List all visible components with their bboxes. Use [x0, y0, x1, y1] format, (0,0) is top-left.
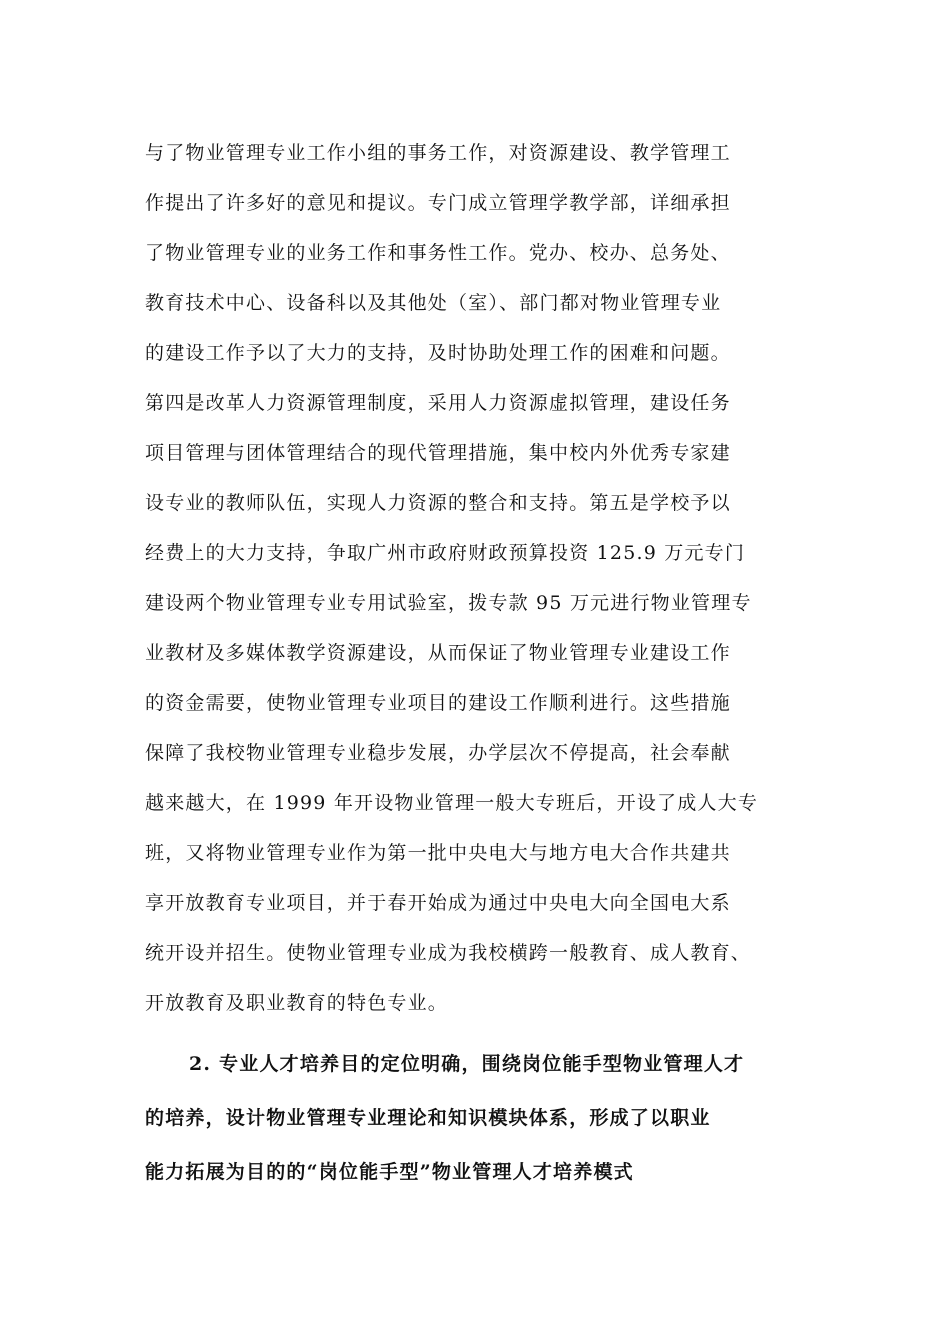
paragraph-line: 教育技术中心、设备科以及其他处（室）、部门都对物业管理专业	[145, 292, 722, 314]
paragraph-line: 经费上的大力支持，争取广州市政府财政预算投资 125.9 万元专门	[145, 542, 746, 564]
heading-line: 2. 专业人才培养目的定位明确，围绕岗位能手型物业管理人才	[189, 1053, 745, 1075]
paragraph-line: 业教材及多媒体教学资源建设，从而保证了物业管理专业建设工作	[145, 642, 731, 664]
paragraph-line: 的资金需要，使物业管理专业项目的建设工作顺利进行。这些措施	[145, 692, 731, 714]
paragraph-line: 了物业管理专业的业务工作和事务性工作。党办、校办、总务处、	[145, 242, 731, 264]
paragraph-line: 保障了我校物业管理专业稳步发展，办学层次不停提高，社会奉献	[145, 742, 731, 764]
paragraph-line: 开放教育及职业教育的特色专业。	[145, 992, 449, 1014]
paragraph-line: 建设两个物业管理专业专用试验室，拨专款 95 万元进行物业管理专	[145, 592, 752, 614]
heading-line: 能力拓展为目的的“岗位能手型”物业管理人才培养模式	[145, 1161, 634, 1183]
paragraph-line: 项目管理与团体管理结合的现代管理措施，集中校内外优秀专家建	[145, 442, 731, 464]
paragraph-line: 越来越大，在 1999 年开设物业管理一般大专班后，开设了成人大专	[145, 792, 759, 814]
paragraph-line: 设专业的教师队伍，实现人力资源的整合和支持。第五是学校予以	[145, 492, 731, 514]
paragraph-line: 与了物业管理专业工作小组的事务工作，对资源建设、教学管理工	[145, 142, 731, 164]
paragraph-line: 的建设工作予以了大力的支持，及时协助处理工作的困难和问题。	[145, 342, 731, 364]
section-heading	[145, 1037, 835, 1199]
paragraph-line: 班，又将物业管理专业作为第一批中央电大与地方电大合作共建共	[145, 842, 731, 864]
paragraph-line: 统开设并招生。使物业管理专业成为我校横跨一般教育、成人教育、	[145, 942, 752, 964]
paragraph-line: 作提出了许多好的意见和提议。专门成立管理学教学部，详细承担	[145, 192, 731, 214]
body-paragraph	[145, 128, 835, 1028]
heading-line: 的培养，设计物业管理专业理论和知识模块体系，形成了以职业	[145, 1107, 711, 1129]
paragraph-line: 第四是改革人力资源管理制度，采用人力资源虚拟管理，建设任务	[145, 392, 731, 414]
paragraph-line: 享开放教育专业项目，并于春开始成为通过中央电大向全国电大系	[145, 892, 731, 914]
